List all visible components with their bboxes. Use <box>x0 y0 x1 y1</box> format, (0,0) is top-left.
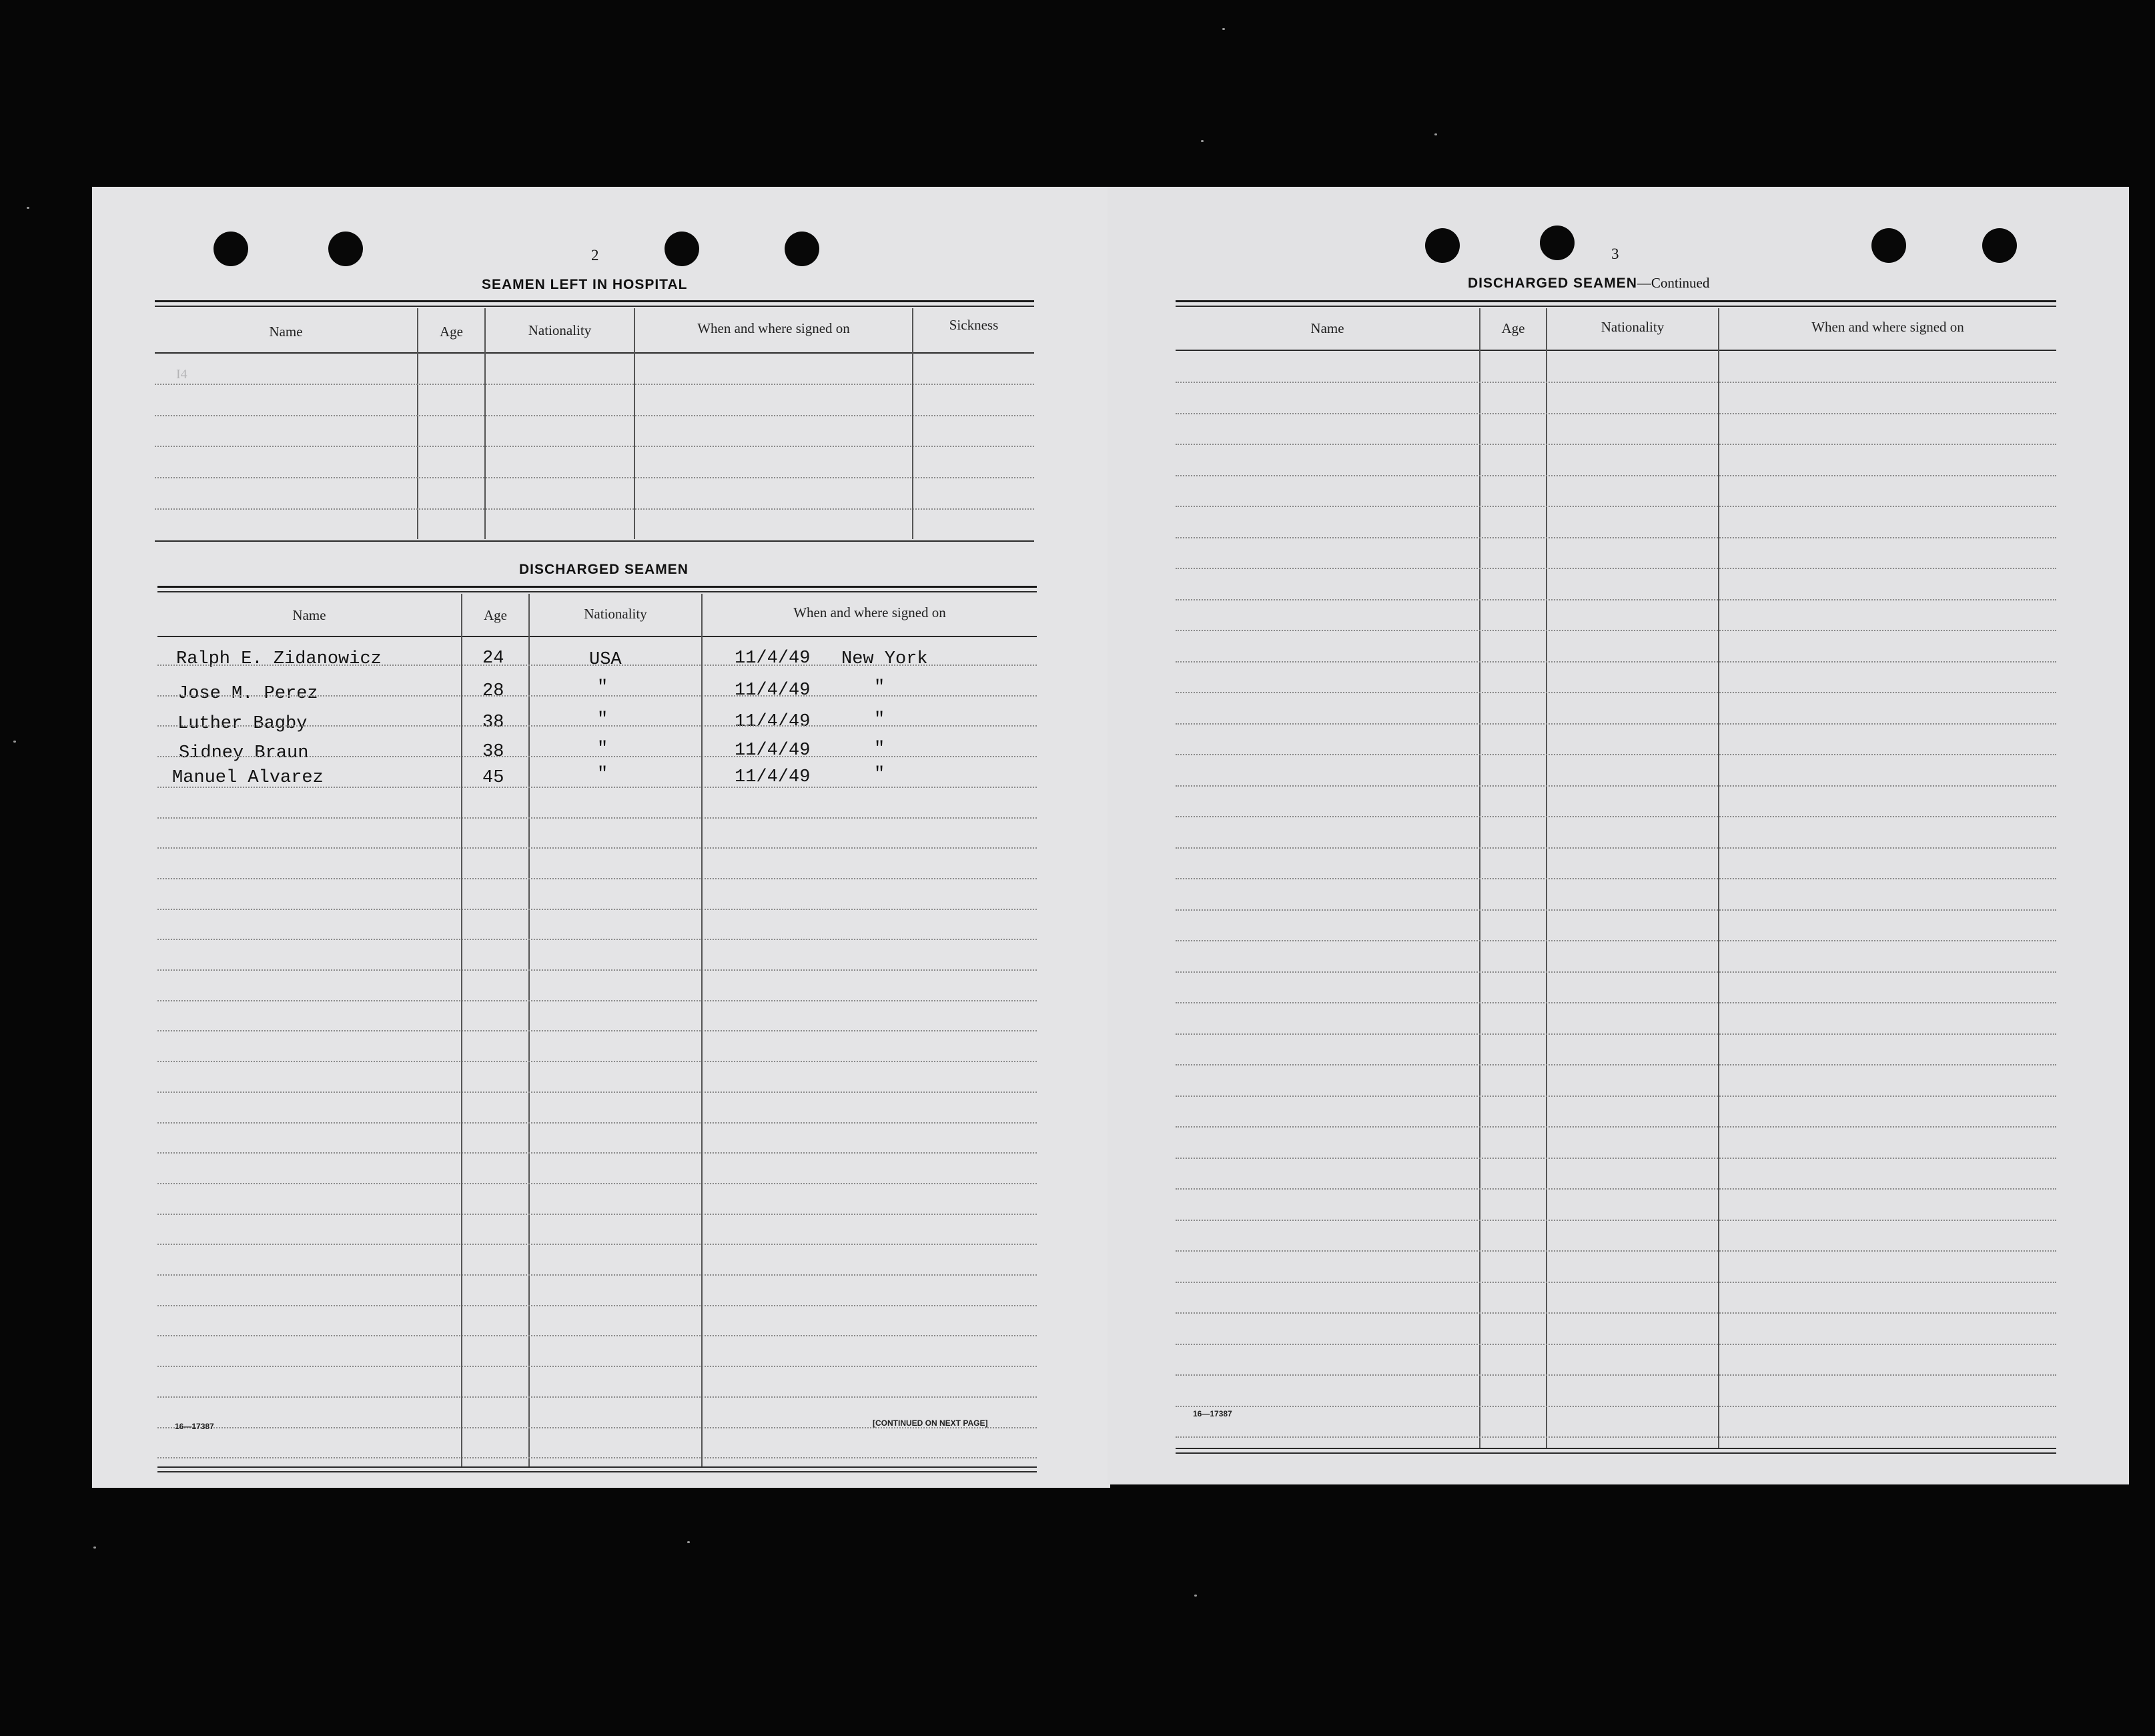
row-line <box>157 969 1037 971</box>
film-speck <box>13 741 16 743</box>
binder-hole <box>213 232 248 266</box>
row-line <box>1176 1126 2056 1128</box>
film-speck <box>1222 28 1225 30</box>
column-header-signed-on: When and where signed on <box>793 604 946 620</box>
page-number: 2 <box>591 247 599 264</box>
row-line <box>1176 661 2056 663</box>
column-divider <box>634 308 635 539</box>
table-top-rule <box>1176 300 2056 302</box>
film-speck <box>1434 133 1437 135</box>
row-line <box>157 1183 1037 1184</box>
seaman-name: Jose M. Perez <box>177 684 318 704</box>
column-header-nationality: Nationality <box>1601 319 1665 335</box>
binder-hole <box>328 232 363 266</box>
row-line <box>157 1457 1037 1458</box>
row-line <box>157 787 1037 788</box>
seaman-name: Manuel Alvarez <box>172 768 324 788</box>
table-top-rule <box>155 306 1034 307</box>
binder-hole <box>1871 228 1906 263</box>
row-line <box>157 1274 1037 1276</box>
stray-mark: I4 <box>176 367 187 382</box>
row-line <box>1176 1250 2056 1252</box>
row-line <box>157 1305 1037 1306</box>
signed-on-place: " <box>874 710 885 730</box>
row-line <box>1176 630 2056 631</box>
header-underline <box>155 352 1034 354</box>
row-line <box>1176 413 2056 414</box>
column-header-age: Age <box>440 324 463 340</box>
column-header-sickness: Sickness <box>949 317 999 333</box>
row-line <box>1176 1312 2056 1314</box>
seaman-nationality: " <box>597 710 608 730</box>
discharged-section-title: DISCHARGED SEAMEN <box>519 562 689 577</box>
row-line <box>157 1092 1037 1093</box>
table-top-rule <box>157 586 1037 588</box>
row-line <box>157 847 1037 849</box>
seaman-name: Sidney Braun <box>179 743 309 763</box>
signed-on-date: 11/4/49 <box>735 681 811 701</box>
row-line <box>1176 878 2056 879</box>
row-line <box>1176 1406 2056 1407</box>
film-speck <box>93 1547 96 1549</box>
row-line <box>157 756 1037 757</box>
column-divider <box>912 308 913 539</box>
column-divider <box>484 308 486 539</box>
row-line <box>1176 940 2056 941</box>
row-line <box>157 1122 1037 1124</box>
row-line <box>1176 847 2056 849</box>
column-header-nationality: Nationality <box>528 322 592 338</box>
row-line <box>157 1244 1037 1245</box>
row-line <box>1176 692 2056 693</box>
seaman-age: 38 <box>482 713 504 733</box>
column-header-signed-on: When and where signed on <box>1811 319 1964 335</box>
seaman-name: Ralph E. Zidanowicz <box>176 649 382 669</box>
row-line <box>157 878 1037 879</box>
seaman-name: Luther Bagby <box>177 714 308 734</box>
row-line <box>1176 568 2056 569</box>
header-underline <box>157 636 1037 637</box>
column-header-age: Age <box>1501 320 1525 336</box>
page-number: 3 <box>1611 246 1619 262</box>
binder-hole <box>665 232 699 266</box>
row-line <box>155 446 1034 447</box>
signed-on-place: " <box>874 678 885 698</box>
row-line <box>1176 506 2056 507</box>
binder-hole <box>1540 226 1575 260</box>
row-line <box>1176 909 2056 911</box>
row-line <box>1176 1282 2056 1283</box>
seaman-age: 24 <box>482 648 504 669</box>
column-header-signed-on: When and where signed on <box>697 320 850 336</box>
row-line <box>1176 1220 2056 1221</box>
column-header-name: Name <box>269 324 303 340</box>
binder-hole <box>1982 228 2017 263</box>
binder-hole <box>1425 228 1460 263</box>
signed-on-place: New York <box>841 649 928 669</box>
row-line <box>157 1214 1037 1215</box>
film-speck <box>27 207 29 209</box>
film-speck <box>687 1541 690 1543</box>
row-line <box>1176 1064 2056 1065</box>
row-line <box>157 817 1037 819</box>
table-bottom-rule <box>155 540 1034 542</box>
seaman-age: 28 <box>482 681 504 701</box>
row-line <box>1176 382 2056 383</box>
seaman-nationality: " <box>597 678 608 698</box>
row-line <box>157 909 1037 910</box>
table-bottom-rule <box>1176 1448 2056 1449</box>
row-line <box>155 508 1034 510</box>
row-line <box>155 415 1034 416</box>
row-line <box>1176 1002 2056 1003</box>
table-top-rule <box>1176 306 2056 307</box>
row-line <box>157 725 1037 727</box>
header-underline <box>1176 350 2056 351</box>
row-line <box>1176 754 2056 755</box>
form-number: 16—17387 <box>175 1422 214 1431</box>
row-line <box>1176 444 2056 445</box>
signed-on-place: " <box>874 765 885 785</box>
row-line <box>1176 723 2056 725</box>
row-line <box>1176 1436 2056 1438</box>
signed-on-date: 11/4/49 <box>735 767 811 787</box>
row-line <box>157 1335 1037 1336</box>
row-line <box>157 1000 1037 1001</box>
seaman-age: 45 <box>482 768 504 788</box>
seaman-nationality: USA <box>589 650 622 670</box>
row-line <box>155 477 1034 478</box>
row-line <box>1176 1188 2056 1190</box>
row-line <box>157 1152 1037 1154</box>
row-line <box>1176 816 2056 817</box>
signed-on-date: 11/4/49 <box>735 648 811 669</box>
table-bottom-rule <box>157 1466 1037 1468</box>
column-header-name: Name <box>292 607 326 623</box>
row-line <box>1176 785 2056 787</box>
film-speck <box>1201 140 1204 142</box>
signed-on-date: 11/4/49 <box>735 712 811 732</box>
row-line <box>157 939 1037 940</box>
row-line <box>157 1030 1037 1031</box>
row-line <box>1176 599 2056 600</box>
row-line <box>1176 1374 2056 1376</box>
discharged-continued-title: DISCHARGED SEAMEN—Continued <box>1468 275 1710 291</box>
row-line <box>157 1061 1037 1062</box>
hospital-section-title: SEAMEN LEFT IN HOSPITAL <box>482 277 688 292</box>
seaman-nationality: " <box>597 765 608 785</box>
table-bottom-rule <box>157 1471 1037 1472</box>
row-line <box>1176 1158 2056 1159</box>
continued-note: [CONTINUED ON NEXT PAGE] <box>873 1418 988 1428</box>
column-divider <box>417 308 418 539</box>
signed-on-date: 11/4/49 <box>735 741 811 761</box>
row-line <box>155 384 1034 385</box>
seaman-age: 38 <box>482 742 504 762</box>
row-line <box>157 1396 1037 1398</box>
row-line <box>157 695 1037 697</box>
row-line <box>1176 1033 2056 1035</box>
signed-on-place: " <box>874 739 885 759</box>
seaman-nationality: " <box>597 739 608 759</box>
film-speck <box>1194 1595 1197 1597</box>
column-header-nationality: Nationality <box>584 606 647 622</box>
table-top-rule <box>157 591 1037 592</box>
form-number: 16—17387 <box>1193 1409 1232 1418</box>
table-top-rule <box>155 300 1034 302</box>
left-page <box>92 187 1110 1488</box>
row-line <box>1176 1096 2056 1097</box>
row-line <box>1176 537 2056 538</box>
table-bottom-rule <box>1176 1452 2056 1454</box>
row-line <box>1176 1344 2056 1345</box>
row-line <box>157 1366 1037 1367</box>
right-page <box>1108 187 2129 1484</box>
row-line <box>1176 475 2056 476</box>
column-header-name: Name <box>1310 320 1344 336</box>
row-line <box>157 665 1037 666</box>
column-header-age: Age <box>484 607 507 623</box>
row-line <box>1176 971 2056 973</box>
binder-hole <box>785 232 819 266</box>
